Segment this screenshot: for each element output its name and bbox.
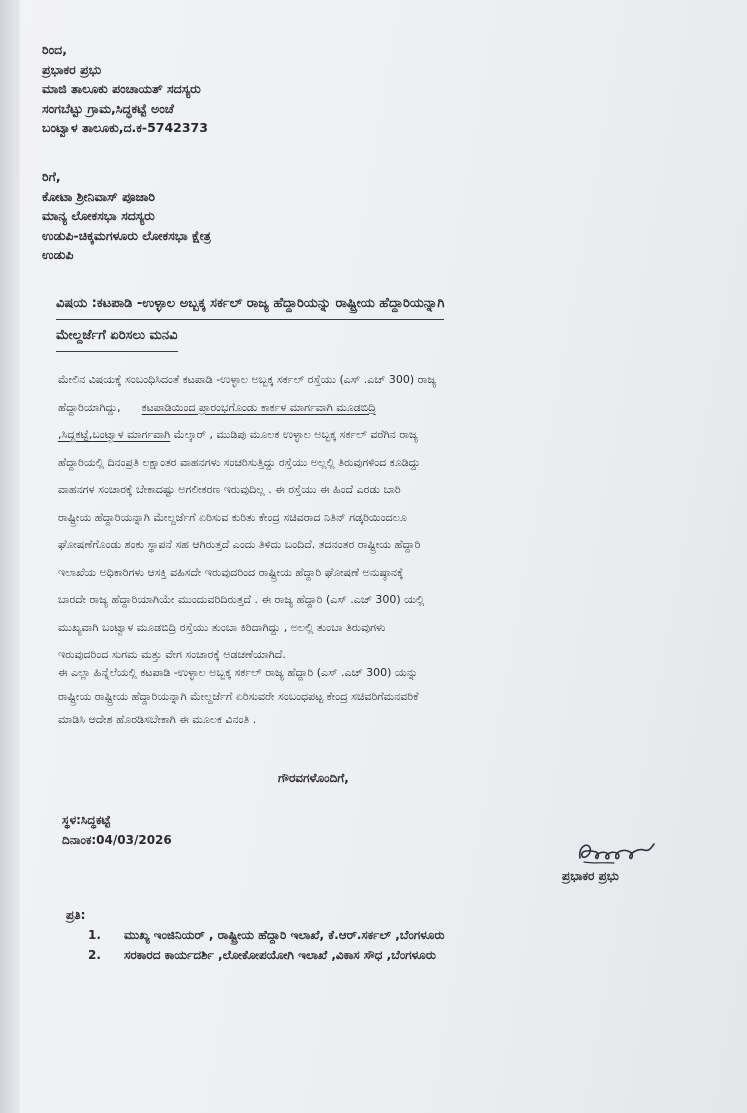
- copies-label: ಪ್ರತಿ:: [66, 908, 86, 922]
- body-line: ಮಾಡಿಸಿ ಆದೇಶ ಹೊರಡಿಸಬೇಕಾಗಿ ಈ ಮೂಲಕ ವಿನಂತಿ .: [58, 713, 257, 726]
- copy-item: [66, 945, 445, 965]
- body-line: ಮೇಲಿನ ವಿಷಯಕ್ಕೆ ಸಂಬಂಧಿಸಿದಂತೆ ಕಟಪಾಡಿ -ಉಳ್ಳಾಲ ಅಬ್ಬಕ್ಕ ಸರ್ಕಲ್ ರಸ್ತೆಯು (ಎಸ್ .ಎಚ್ 300) ರಾಜ್ಯ: [58, 373, 437, 386]
- body-text: ಹೆದ್ದಾರಿಯಾಗಿದ್ದು,: [58, 400, 121, 414]
- page-edge-shadow: [0, 0, 20, 1113]
- copy-text: ಮುಖ್ಯ ಇಂಜಿನಿಯರ್ , ರಾಷ್ಟ್ರೀಯ ಹೆದ್ದಾರಿ ಇಲಾಖೆ, ಕೆ.ಆರ್.ಸರ್ಕಲ್ ,ಬೆಂಗಳೂರು: [124, 928, 445, 942]
- sender-block: [42, 40, 208, 138]
- body-line: ವಾಹನಗಳ ಸಂಚಾರಕ್ಕೆ ಬೇಕಾದಷ್ಟು ಅಗಲೀಕರಣ ಇರುವುದಿಲ್ಲ . ಈ ರಸ್ತೆಯು ಈ ಹಿಂದೆ ಎರಡು ಬಾರಿ: [58, 483, 401, 496]
- sender-address-line1: ಸಂಗಬೆಟ್ಟು ಗ್ರಾಮ,ಸಿದ್ಧಕಟ್ಟೆ ಅಂಚೆ: [42, 100, 174, 116]
- body-line: ರಾಷ್ಟ್ರೀಯ ರಾಷ್ಟ್ರೀಯ ಹೆದ್ದಾರಿಯನ್ನಾಗಿ ಮೇಲ್ದರ್ಜೆಗೆ ಏರಿಸುವರೇ ಸಂಬಂಧಪಟ್ಟ ಕೇಂದ್ರ ಸಚಿವರಿಗೆಮನವರಿಕೆ: [58, 689, 419, 703]
- copy-number: 1.: [88, 928, 101, 942]
- recipient-city: ಉಡುಪಿ: [42, 247, 74, 262]
- body-line: ಇಲಾಖೆಯ ಅಧಿಕಾರಿಗಳು ಆಸಕ್ತಿ ವಹಿಸದೇ ಇರುವುದರಿಂದ ರಾಷ್ಟ್ರೀಯ ಹೆದ್ದಾರಿ ಘೋಷಣೆ ಅನುಷ್ಠಾನಕ್ಕೆ: [58, 565, 404, 579]
- date-label: ದಿನಾಂಕ:04/03/2026: [62, 833, 172, 847]
- copy-item: [66, 925, 445, 945]
- body-line: ರಾಷ್ಟ್ರೀಯ ಹೆದ್ದಾರಿಯನ್ನಾಗಿ ಮೇಲ್ದರ್ಜೆಗೆ ಏರಿಸುವ ಕುರಿತು ಕೇಂದ್ರ ಸಚಿವರಾದ ನಿತಿನ್ ಗಡ್ಕರಿಯಿಂದಲೂ: [58, 510, 407, 524]
- copies-block: [66, 905, 445, 965]
- closing-salutation: ಗೌರವಗಳೊಂದಿಗೆ,: [278, 771, 349, 785]
- subject-line2: ಮೇಲ್ದರ್ಜೆಗೆ ಏರಿಸಲು ಮನವಿ: [56, 320, 178, 352]
- body-line: ಈ ಎಲ್ಲಾ ಹಿನ್ನೆಲೆಯಲ್ಲಿ ಕಟಪಾಡಿ -ಉಳ್ಳಾಲ ಅಬ್ಬಕ್ಕ ಸರ್ಕಲ್ ರಾಜ್ಯ ಹೆದ್ದಾರಿ (ಎಸ್ .ಎಚ್ 300) ಯನ್ನು: [58, 666, 418, 679]
- copy-text: ಸರಕಾರದ ಕಾರ್ಯದರ್ಶಿ ,ಲೋಕೋಪಯೋಗಿ ಇಲಾಖೆ ,ವಿಕಾಸ ಸೌಧ ,ಬೆಂಗಳೂರು: [124, 948, 436, 962]
- underlined-route-text: ,ಸಿದ್ದಕಟ್ಟೆ,ಬಂಟ್ವಾಳ ಮಾರ್ಗವಾಗಿ: [58, 428, 171, 441]
- recipient-name: ಕೋಟಾ ಶ್ರೀನಿವಾಸ್ ಪೂಜಾರಿ: [42, 188, 155, 204]
- to-label: ರಿಗೆ,: [42, 169, 61, 184]
- recipient-block: [42, 167, 211, 265]
- place-label: ಸ್ಥಳ:ಸಿದ್ಧಕಟ್ಟೆ: [62, 813, 111, 827]
- body-paragraph-2: [58, 661, 670, 732]
- from-label: ರಿಂದ,: [42, 42, 67, 57]
- recipient-designation: ಮಾನ್ಯ ಲೋಕಸಭಾ ಸದಸ್ಯರು: [42, 208, 155, 223]
- subject-block: [56, 288, 444, 352]
- subject-line1: ವಿಷಯ :ಕಟಪಾಡಿ -ಉಳ್ಳಾಲ ಅಬ್ಬಕ್ಕ ಸರ್ಕಲ್ ರಾಜ್ಯ ಹೆದ್ದಾರಿಯನ್ನು ರಾಷ್ಟ್ರೀಯ ಹೆದ್ದಾರಿಯನ್ನಾಗಿ: [56, 288, 444, 320]
- body-line: ಇರುವುದರಿಂದ ಸುಗಮ ಮತ್ತು ವೇಗ ಸಂಚಾರಕ್ಕೆ ಅಡಚಣೆಯಾಗಿದೆ.: [58, 648, 286, 661]
- body-paragraph-1: [58, 366, 670, 669]
- sender-name: ಪ್ರಭಾಕರ ಪ್ರಭು: [42, 61, 102, 77]
- body-line: ಘೋಷಣೆಗೊಂಡು ಶಂಕು ಸ್ಥಾಪನೆ ಸಹ ಆಗಿರುತ್ತದೆ ಎಂದು ತಿಳಿದು ಬಂದಿದೆ. ತದನಂತರ ರಾಷ್ಟ್ರೀಯ ಹೆದ್ದಾರಿ: [58, 538, 421, 551]
- body-line: ಮುಖ್ಯವಾಗಿ ಬಂಟ್ವಾಳ ಮೂಡಬಿದ್ರಿ ರಸ್ತೆಯು ತುಂಬಾ ಕಿರಿದಾಗಿದ್ದು , ಅಲಲ್ಲಿ ತುಂಬಾ ತಿರುವುಗಳು: [58, 620, 386, 634]
- signature-image: [574, 836, 658, 868]
- sender-designation: ಮಾಜಿ ತಾಲೂಕು ಪಂಚಾಯತ್ ಸದಸ್ಯರು: [42, 81, 201, 96]
- sender-address-line2: ಬಂಟ್ವಾಳ ತಾಲೂಕು,ದ.ಕ-5742373: [42, 120, 208, 135]
- body-line: [58, 421, 670, 449]
- body-line: ಹೆದ್ದಾರಿಯಲ್ಲಿ ದಿನಂಪ್ರತಿ ಲಕ್ಷಾಂತರ ವಾಹನಗಳು ಸಂಚರಿಸುತ್ತಿದ್ದು ರಸ್ತೆಯು ಅಲ್ಲಲ್ಲಿ ತಿರುವುಗಳಿಂದ ಕೂಡಿದ್ದು: [58, 455, 421, 469]
- body-text: ಮೆಲ್ಕಾರ್ , ಮುಡಿಪು ಮೂಲಕ ಉಳ್ಳಾಲ ಅಬ್ಬಕ್ಕ ಸರ್ಕಲ್ ವರೆಗಿನ ರಾಜ್ಯ: [170, 428, 418, 441]
- body-line: ಬಾರದೇ ರಾಜ್ಯ ಹೆದ್ದಾರಿಯಾಗಿಯೇ ಮುಂದುವರಿದಿರುತ್ತದೆ . ಈ ರಾಜ್ಯ ಹೆದ್ದಾರಿ (ಎಸ್ .ಎಚ್ 300) ಯಲ್ಲಿ: [58, 593, 425, 606]
- underlined-route-text: ಕಟಪಾಡಿಯಿಂದ ಪ್ರಾರಂಭಗೊಂಡು ಕಾರ್ಕಳ ಮಾರ್ಗವಾಗಿ ಮೂಡಬಿದ್ರಿ: [141, 400, 376, 414]
- copy-number: 2.: [88, 948, 101, 962]
- body-line: [58, 394, 670, 422]
- signatory-name: ಪ್ರಭಾಕರ ಪ್ರಭು: [562, 869, 619, 883]
- recipient-constituency: ಉಡುಪಿ-ಚಿಕ್ಕಮಗಳೂರು ಲೋಕಸಭಾ ಕ್ಷೇತ್ರ: [42, 227, 211, 243]
- place-date-block: [62, 810, 172, 850]
